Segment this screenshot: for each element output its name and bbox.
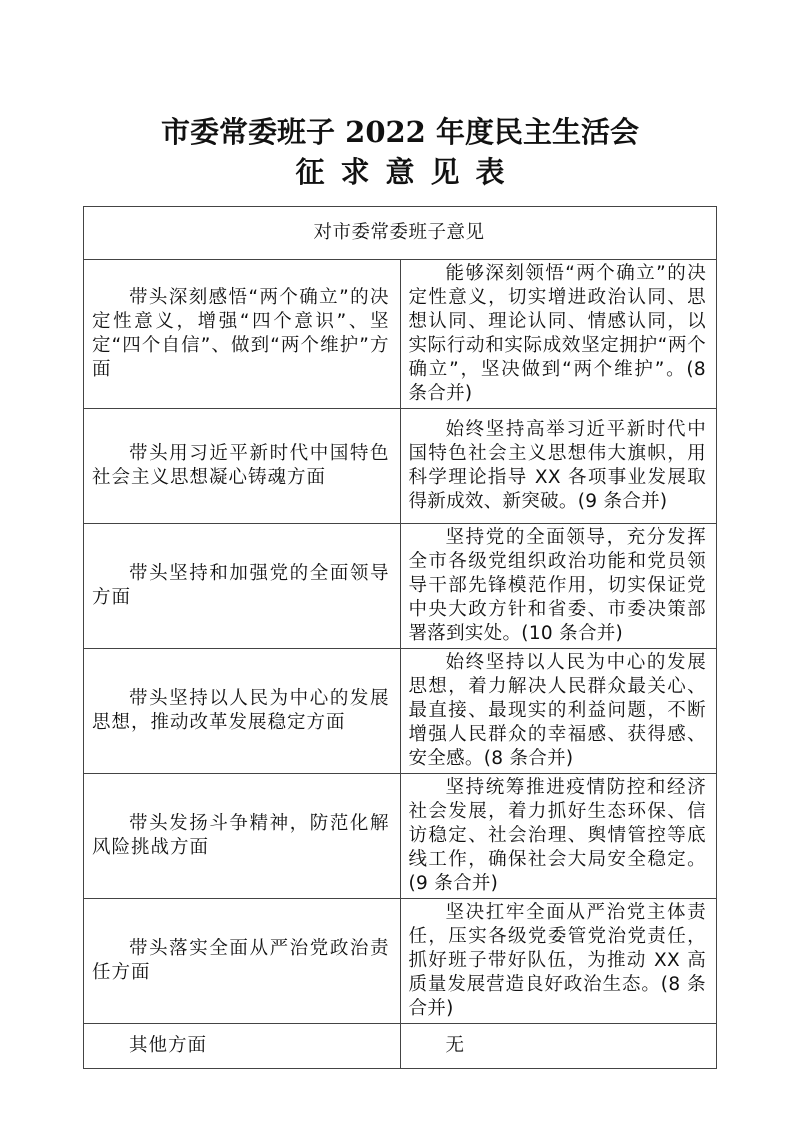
table-row bbox=[84, 899, 717, 1024]
aspect-cell: 带头落实全面从严治党政治责任方面 bbox=[84, 899, 401, 1024]
opinion-cell: 能够深刻领悟“两个确立”的决定性意义，切实增进政治认同、思想认同、理论认同、情感认同，以实际行动和实际成效坚定拥护“两个确立”，坚决做到“两个维护”。(8 条合并) bbox=[400, 260, 717, 409]
aspect-cell: 带头深刻感悟“两个确立”的决定性意义，增强“四个意识”、坚定“四个自信”、做到“两个维护”方面 bbox=[84, 260, 401, 409]
aspect-cell: 带头发扬斗争精神，防范化解风险挑战方面 bbox=[84, 774, 401, 899]
aspect-cell: 其他方面 bbox=[84, 1024, 401, 1069]
aspect-cell: 带头用习近平新时代中国特色社会主义思想凝心铸魂方面 bbox=[84, 409, 401, 524]
opinion-cell: 始终坚持高举习近平新时代中国特色社会主义思想伟大旗帜，用科学理论指导 XX 各项事业发展取得新成效、新突破。(9 条合并) bbox=[400, 409, 717, 524]
table-row bbox=[84, 774, 717, 899]
table-row bbox=[84, 1024, 717, 1069]
table-row bbox=[84, 524, 717, 649]
table-header-row bbox=[84, 207, 717, 260]
opinion-cell: 坚持统筹推进疫情防控和经济社会发展，着力抓好生态环保、信访稳定、社会治理、舆情管控等底线工作，确保社会大局安全稳定。(9 条合并) bbox=[400, 774, 717, 899]
opinion-table bbox=[83, 206, 717, 1069]
table-row bbox=[84, 260, 717, 409]
table-header: 对市委常委班子意见 bbox=[84, 207, 717, 260]
opinion-cell: 无 bbox=[400, 1024, 717, 1069]
opinion-cell: 始终坚持以人民为中心的发展思想，着力解决人民群众最关心、最直接、最现实的利益问题，不断增强人民群众的幸福感、获得感、安全感。(8 条合并) bbox=[400, 649, 717, 774]
aspect-cell: 带头坚持和加强党的全面领导方面 bbox=[84, 524, 401, 649]
document-title bbox=[0, 112, 800, 192]
opinion-cell: 坚决扛牢全面从严治党主体责任，压实各级党委管党治党责任，抓好班子带好队伍，为推动 XX 高质量发展营造良好政治生态。(8 条合并) bbox=[400, 899, 717, 1024]
title-line-1: 市委常委班子 2022 年度民主生活会 bbox=[161, 115, 639, 149]
table-row bbox=[84, 409, 717, 524]
opinion-cell: 坚持党的全面领导，充分发挥全市各级党组织政治功能和党员领导干部先锋模范作用，切实保证党中央大政方针和省委、市委决策部署落到实处。(10 条合并) bbox=[400, 524, 717, 649]
title-line-2: 征求意见表 bbox=[295, 155, 521, 189]
aspect-cell: 带头坚持以人民为中心的发展思想，推动改革发展稳定方面 bbox=[84, 649, 401, 774]
table-row bbox=[84, 649, 717, 774]
